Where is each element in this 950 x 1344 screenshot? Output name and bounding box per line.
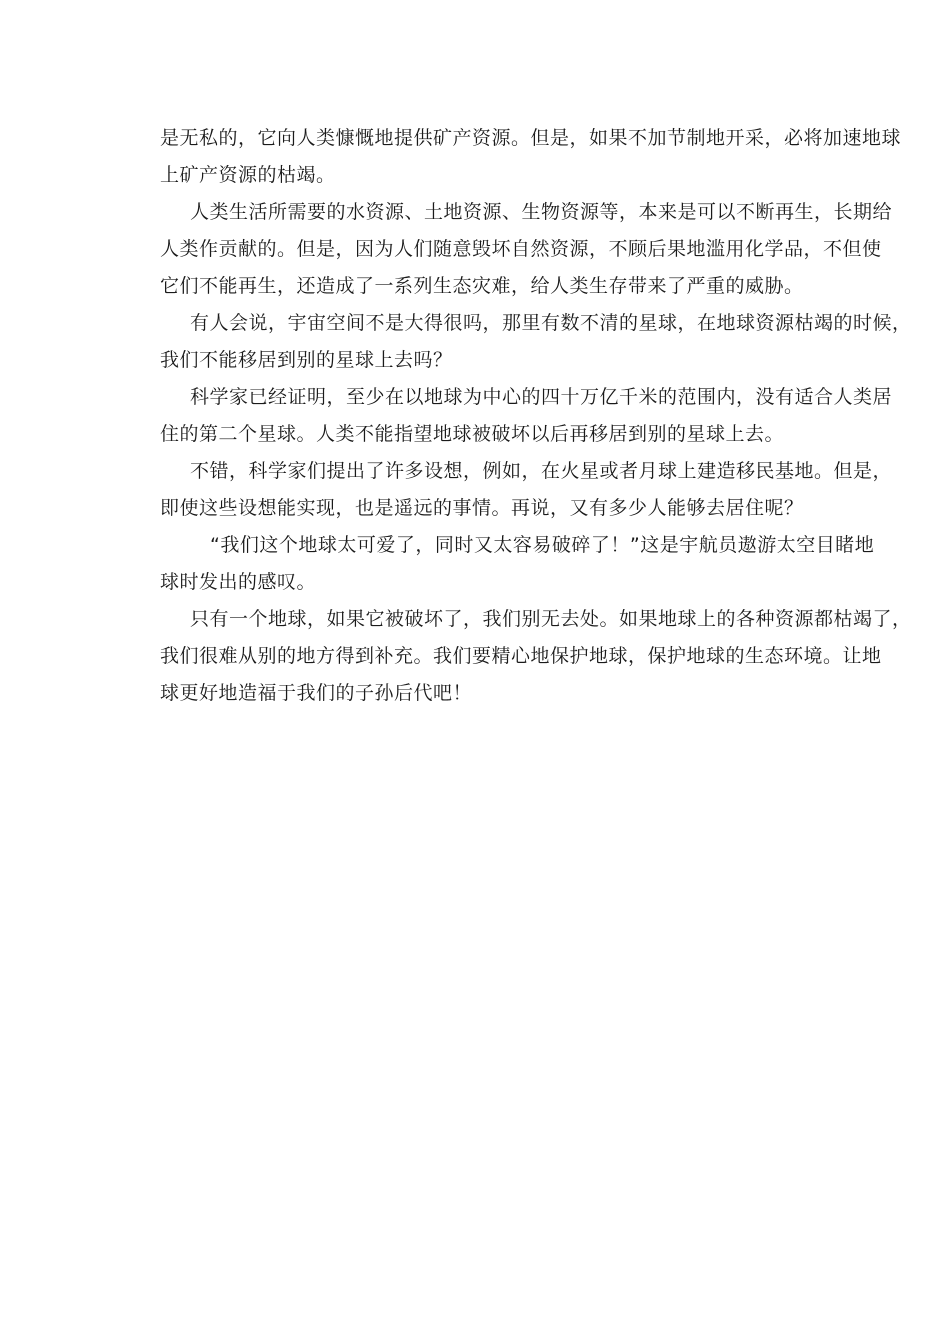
paragraph-3-line-2: 我们不能移居到别的星球上去吗？ — [160, 349, 453, 371]
paragraph-2-line-2: 人类作贡献的。但是，因为人们随意毁坏自然资源，不顾后果地滥用化学品，不但使 — [160, 238, 882, 260]
paragraph-6-line-1: “我们这个地球太可爱了，同时又太容易破碎了！”这是宇航员遨游太空目睹地 — [210, 534, 875, 556]
paragraph-3 — [160, 305, 930, 379]
paragraph-5-line-1: 不错，科学家们提出了许多设想，例如，在火星或者月球上建造移民基地。但是， — [190, 460, 893, 482]
paragraph-4-line-2: 住的第二个星球。人类不能指望地球被破坏以后再移居到别的星球上去。 — [160, 423, 785, 445]
paragraph-1-line-2: 上矿产资源的枯竭。 — [160, 164, 336, 186]
paragraph-1-line-1: 是无私的，它向人类慷慨地提供矿产资源。但是，如果不加节制地开采，必将加速地球 — [160, 127, 902, 149]
paragraph-2-line-1: 人类生活所需要的水资源、土地资源、生物资源等，本来是可以不断再生，长期给 — [190, 201, 893, 223]
paragraph-3-line-1: 有人会说，宇宙空间不是大得很吗，那里有数不清的星球，在地球资源枯竭的时候， — [190, 312, 912, 334]
paragraph-6-quote — [160, 527, 930, 601]
paragraph-6-line-2: 球时发出的感叹。 — [160, 571, 317, 593]
paragraph-4-line-1: 科学家已经证明，至少在以地球为中心的四十万亿千米的范围内，没有适合人类居 — [190, 386, 893, 408]
paragraph-2-line-3: 它们不能再生，还造成了一系列生态灾难，给人类生存带来了严重的威胁。 — [160, 275, 804, 297]
paragraph-7-line-2: 我们很难从别的地方得到补充。我们要精心地保护地球，保护地球的生态环境。让地 — [160, 645, 882, 667]
paragraph-2 — [160, 194, 930, 305]
paragraph-7 — [160, 601, 930, 712]
paragraph-5 — [160, 453, 930, 527]
paragraph-4 — [160, 379, 930, 453]
paragraph-7-line-1: 只有一个地球，如果它被破坏了，我们别无去处。如果地球上的各种资源都枯竭了， — [190, 608, 912, 630]
paragraph-5-line-2: 即使这些设想能实现，也是遥远的事情。再说，又有多少人能够去居住呢？ — [160, 497, 804, 519]
body-text — [160, 120, 930, 712]
paragraph-1 — [160, 120, 930, 194]
paragraph-7-line-3: 球更好地造福于我们的子孙后代吧！ — [160, 682, 473, 704]
